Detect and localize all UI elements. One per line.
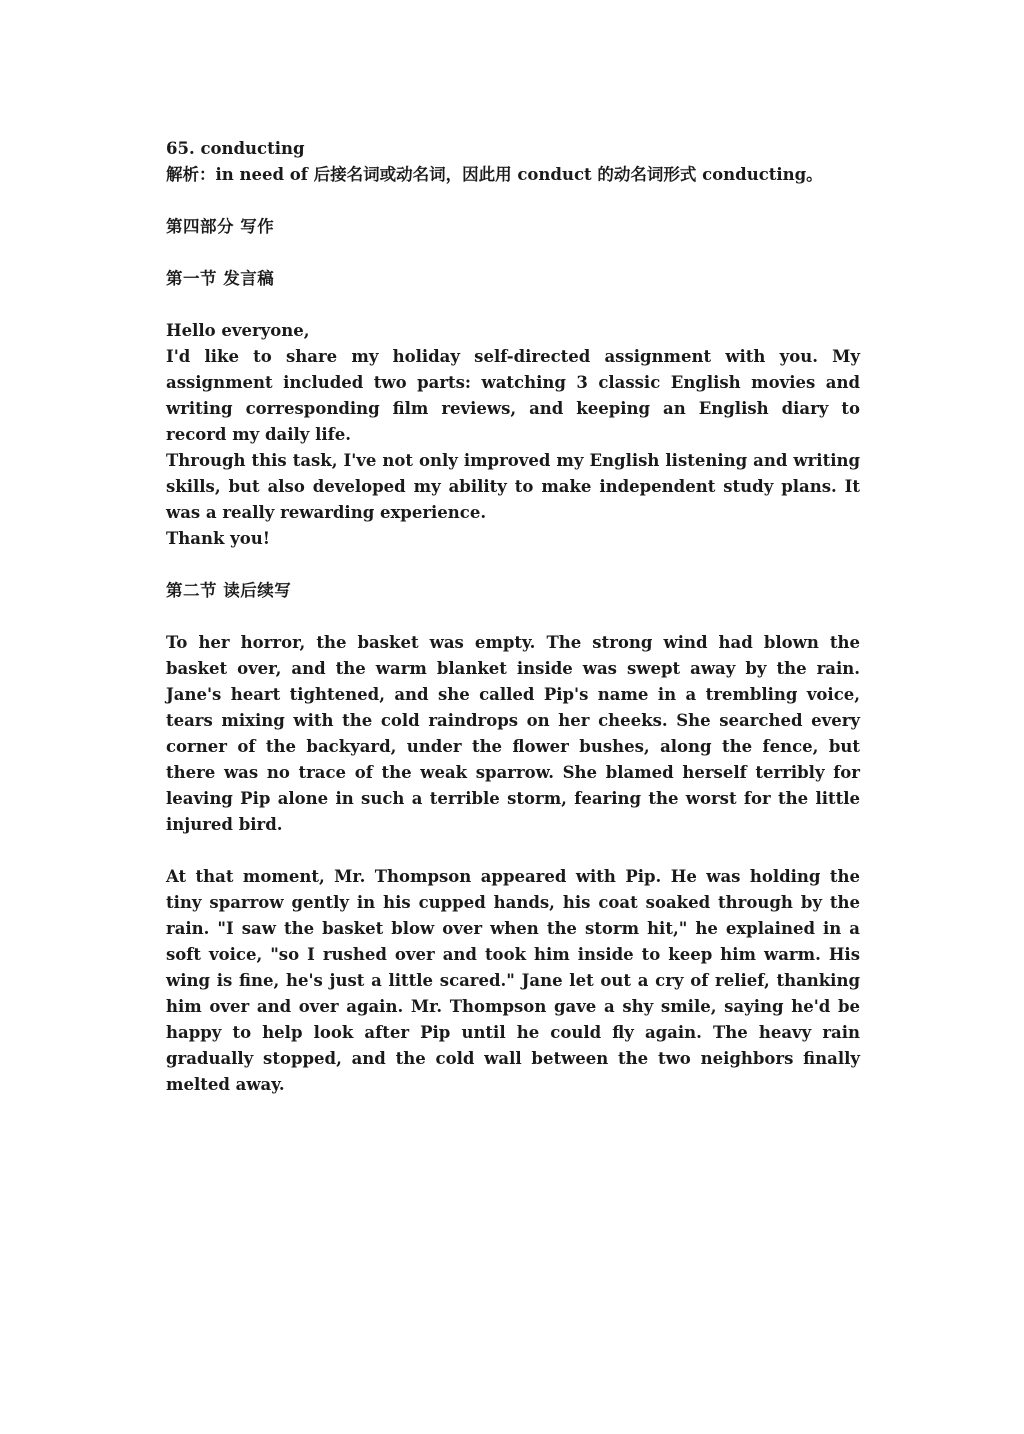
story-paragraph-1: To her horror, the basket was empty. The strong wind had blown the basket over, and the warm blanket inside was swept away by the rain. Jane's heart tightened, and she called Pip's name in a trembling voice, tears mixing with the cold raindrops on her cheeks. She searched every corner of the backyard, under the flower bushes, along the fence, but there was no trace of the weak sparrow. She blamed herself terribly for leaving Pip alone in such a terrible storm, fearing the worst for the little injured bird. xyxy=(166,633,860,834)
section-one-title: 第一节 发言稿 xyxy=(166,269,275,288)
section-four-title: 第四部分 写作 xyxy=(166,217,275,236)
speech-paragraph-2: Through this task, I've not only improved my English listening and writing skills, but also developed my ability to make independent study plans. It was a really rewarding experience. xyxy=(166,451,860,522)
speech-greeting: Hello everyone, xyxy=(166,321,310,340)
answer-item: 65. conducting xyxy=(166,139,305,158)
spacer xyxy=(166,188,860,214)
spacer xyxy=(166,292,860,318)
spacer xyxy=(166,604,860,630)
section-two-title: 第二节 读后续写 xyxy=(166,581,292,600)
spacer xyxy=(166,838,860,864)
spacer xyxy=(166,240,860,266)
story-paragraph-2: At that moment, Mr. Thompson appeared with Pip. He was holding the tiny sparrow gently in his cupped hands, his coat soaked through by the rain. "I saw the basket blow over when the storm hit," he explained in a soft voice, "so I rushed over and took him inside to keep him warm. His wing is fine, he's just a little scared." Jane let out a cry of relief, thanking him over and over again. Mr. Thompson gave a shy smile, saying he'd be happy to help look after Pip until he could fly again. The heavy rain gradually stopped, and the cold wall between the two neighbors finally melted away. xyxy=(166,867,860,1094)
document-page xyxy=(166,136,860,1098)
spacer xyxy=(166,552,860,578)
answer-explanation: 解析：in need of 后接名词或动名词，因此用 conduct 的动名词形式 conducting。 xyxy=(166,165,823,184)
speech-closing: Thank you! xyxy=(166,529,270,548)
speech-paragraph-1: I'd like to share my holiday self-directed assignment with you. My assignment included two parts: watching 3 classic English movies and writing corresponding film reviews, and keeping an English diary to record my daily life. xyxy=(166,347,860,444)
